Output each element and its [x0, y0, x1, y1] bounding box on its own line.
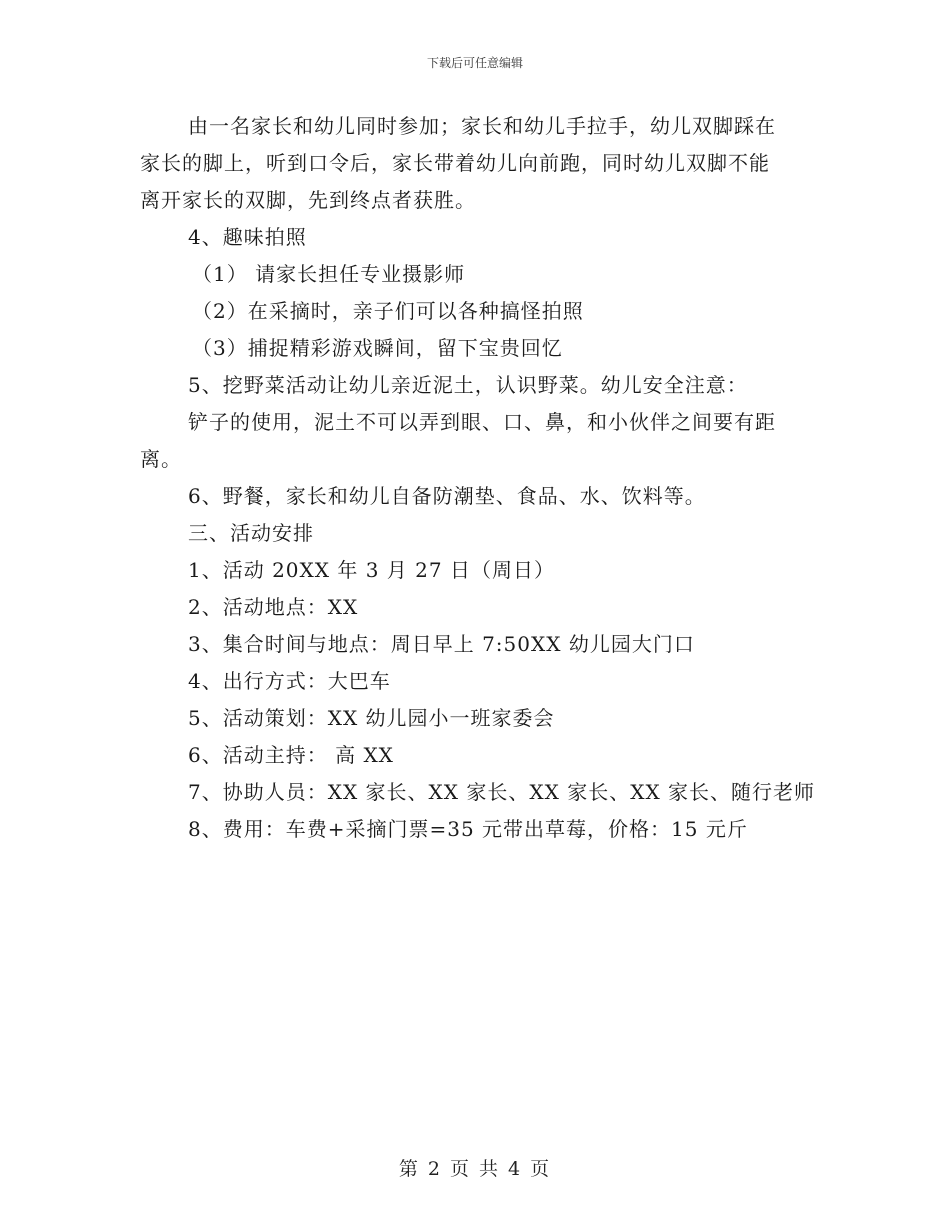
- paragraph-line: 离开家长的双脚，先到终点者获胜。: [140, 188, 476, 212]
- list-item: 3、集合时间与地点：周日早上 7:50XX 幼儿园大门口: [188, 632, 695, 656]
- list-item: 8、费用：车费+采摘门票=35 元带出草莓，价格：15 元斤: [188, 817, 748, 841]
- list-item: 2、活动地点：XX: [188, 595, 359, 619]
- list-item: （3）捕捉精彩游戏瞬间，留下宝贵回忆: [192, 336, 563, 360]
- list-item: 4、出行方式：大巴车: [188, 669, 391, 693]
- document-body: [140, 108, 816, 848]
- paragraph-line: 家长的脚上，听到口令后，家长带着幼儿向前跑，同时幼儿双脚不能: [140, 151, 770, 175]
- page-header: 下载后可任意编辑: [426, 56, 523, 70]
- page-number: 第 2 页 共 4 页: [398, 1158, 552, 1180]
- section-heading: 6、野餐，家长和幼儿自备防潮垫、食品、水、饮料等。: [188, 484, 706, 508]
- list-item: 7、协助人员：XX 家长、XX 家长、XX 家长、XX 家长、随行老师: [188, 780, 816, 804]
- list-item: 1、活动 20XX 年 3 月 27 日（周日）: [188, 558, 555, 582]
- paragraph-line: 离。: [140, 447, 182, 471]
- section-heading: 4、趣味拍照: [188, 225, 307, 249]
- list-item: （1） 请家长担任专业摄影师: [192, 262, 466, 286]
- paragraph-line: 铲子的使用，泥土不可以弄到眼、口、鼻，和小伙伴之间要有距: [188, 410, 776, 434]
- list-item: 6、活动主持： 高 XX: [188, 743, 394, 767]
- list-item: 5、活动策划：XX 幼儿园小一班家委会: [188, 706, 555, 730]
- section-heading: 三、活动安排: [188, 521, 314, 545]
- section-heading: 5、挖野菜活动让幼儿亲近泥土，认识野菜。幼儿安全注意：: [188, 373, 748, 397]
- paragraph-line: 由一名家长和幼儿同时参加；家长和幼儿手拉手，幼儿双脚踩在: [188, 114, 776, 138]
- list-item: （2）在采摘时，亲子们可以各种搞怪拍照: [192, 299, 584, 323]
